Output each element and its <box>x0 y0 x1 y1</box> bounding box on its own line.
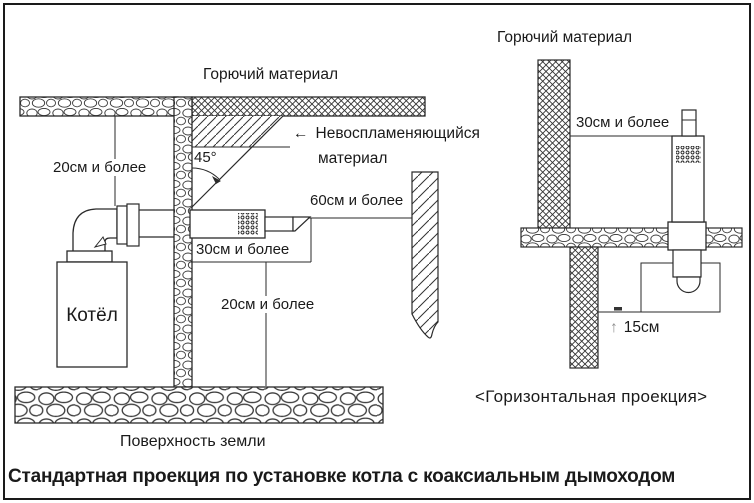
house-wall-horizontal <box>521 228 742 247</box>
dim-30-label: 30см и более <box>196 241 290 258</box>
boiler-label: Котёл <box>66 305 118 326</box>
boiler-flue-flange <box>67 251 112 262</box>
dim-20-bottom-label: 20см и более <box>218 296 317 313</box>
pipe-coupling-1 <box>117 206 127 244</box>
nonflammable-label-line2: материал <box>318 150 388 167</box>
chimney-rounded-cap <box>677 277 700 293</box>
nonflammable-wedge <box>192 116 283 147</box>
flue-terminal-miter <box>293 217 310 231</box>
dim-15-tick <box>614 307 622 311</box>
ground-surface-label: Поверхность земли <box>120 433 266 450</box>
combustible-wall-upper <box>538 60 570 228</box>
left-diagram <box>15 97 438 423</box>
horizontal-projection-caption: <Горизонтальная проекция> <box>475 387 708 406</box>
dim-60-label: 60см и более <box>310 192 404 209</box>
right-dim-30-label: 30см и более <box>576 114 670 131</box>
diagram-title: Стандартная проекция по установке котла с коаксиальным дымоходом <box>8 466 676 487</box>
dim-15-label <box>610 319 659 337</box>
air-intake-holes <box>238 213 258 235</box>
dim-20-top-label: 20см и более <box>50 159 149 176</box>
coaxial-inner-pipe <box>265 217 293 231</box>
ground-band <box>15 387 383 423</box>
combustible-wall-lower <box>570 247 598 368</box>
nonflammable-label <box>293 125 480 143</box>
opposite-wall <box>412 172 438 338</box>
up-arrow-icon: ↑ <box>610 319 618 336</box>
combustible-band <box>192 97 425 116</box>
angle-45-label: 45° <box>194 149 217 166</box>
chimney-wall-collar <box>668 222 706 250</box>
left-combustible-label: Горючий материал <box>203 66 339 83</box>
right-combustible-label: Горючий материал <box>497 29 633 46</box>
pipe-coupling-2 <box>127 204 139 246</box>
chimney-inner-tip <box>682 110 696 136</box>
house-wall <box>174 97 192 387</box>
angle-arc <box>192 168 219 179</box>
nonflammable-label-line1: Невоспламеняющийся <box>315 125 480 142</box>
chimney-lower-pipe <box>673 250 701 277</box>
left-ceiling-band <box>20 97 178 116</box>
left-arrow-icon: ← <box>293 125 309 142</box>
chimney-holes <box>676 146 701 163</box>
flue-elbow <box>73 209 117 252</box>
dim-15-value: 15см <box>623 319 660 336</box>
